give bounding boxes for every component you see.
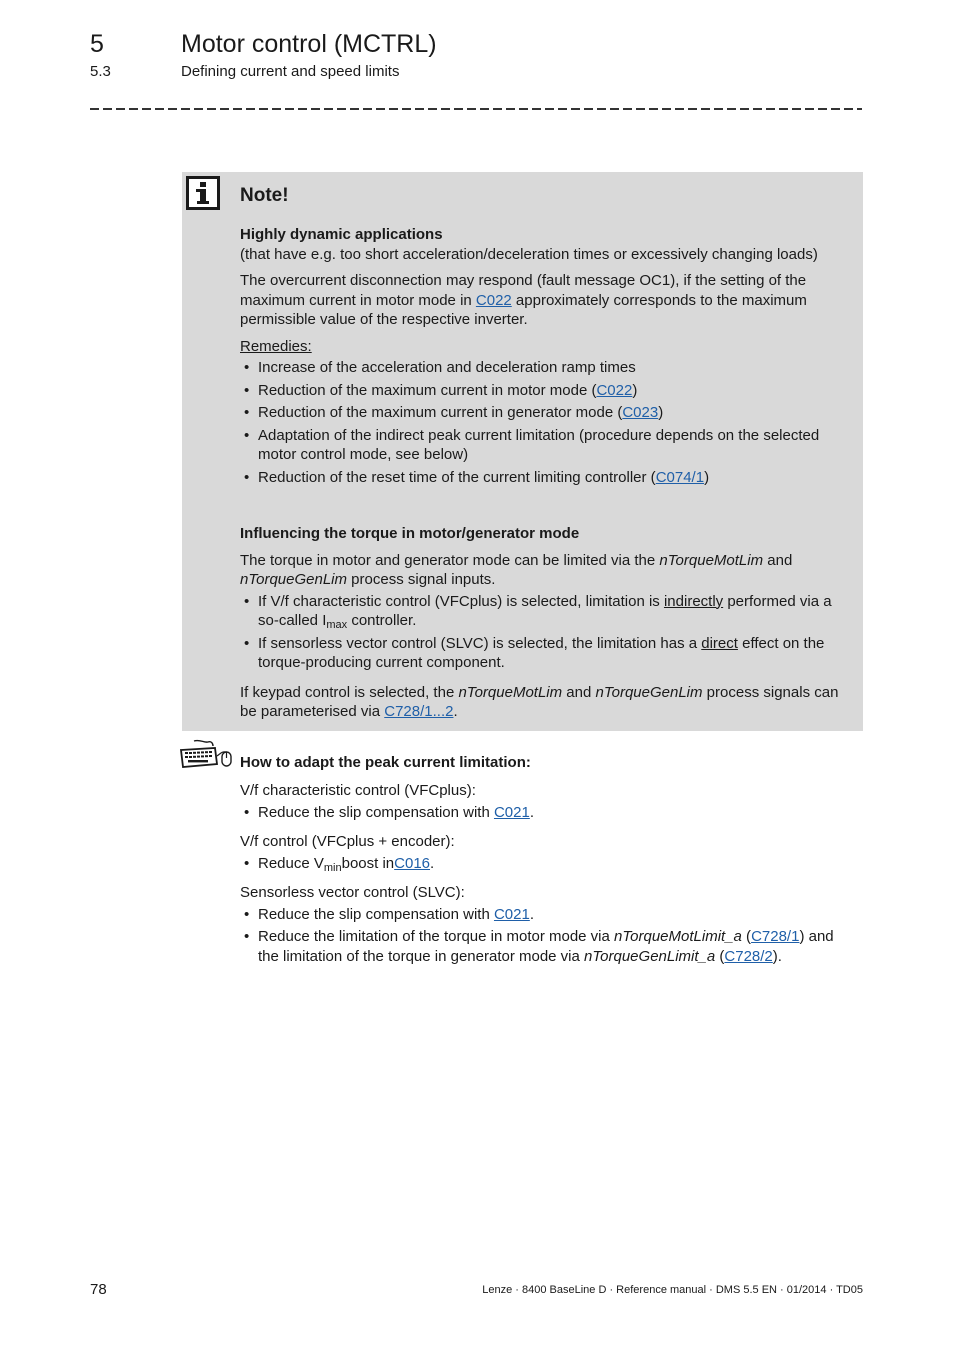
header-divider — [90, 108, 862, 110]
list-item: • Reduce the limitation of the torque in motor mode via nTorqueMotLimit_a (C728/1) and the limitation of the torque in generator mode via nTorqueGenLimit_a (C728/2). — [240, 927, 850, 966]
link-c728-1[interactable]: C728/1 — [751, 928, 800, 945]
note-heading-dynamic-sub: (that have e.g. too short acceleration/deceleration times or excessively changing loads) — [240, 245, 818, 263]
link-c022[interactable]: C022 — [475, 291, 512, 309]
note-paragraph-keypad: If keypad control is selected, the nTorqueMotLim and nTorqueGenLim process signals can be parameterised via C728/1...2. — [240, 683, 839, 720]
note-paragraph-overcurrent: The overcurrent disconnection may respond (fault message OC1), if the setting of the maximum current in motor mode in C022 approximately corresponds to the maximum permissible value of the respective inverter. — [240, 272, 807, 328]
section-title: Defining current and speed limits — [181, 63, 400, 80]
note-heading-torque: Influencing the torque in motor/generator mode — [240, 525, 580, 542]
list-item: • Increase of the acceleration and deceleration ramp times — [240, 358, 850, 378]
chapter-number: 5 — [90, 30, 104, 58]
info-icon — [186, 176, 220, 210]
howto-content — [240, 781, 850, 969]
section-number: 5.3 — [90, 63, 111, 80]
list-item: • If V/f characteristic control (VFCplus) is selected, limitation is indirectly performed via a so-called $I_{max}$ controller. — [240, 592, 850, 631]
link-c016[interactable]: C016 — [394, 854, 431, 872]
link-c074-1[interactable]: C074/1 — [655, 468, 705, 486]
vfc-list — [240, 803, 850, 823]
link-c022-remedy[interactable]: C022 — [596, 381, 633, 399]
list-item: • Reduction of the maximum current in generator mode (C023) — [240, 403, 850, 423]
list-item: • Adaptation of the indirect peak current limitation (procedure depends on the selected motor control mode, see below) — [240, 426, 850, 465]
link-c728-2[interactable]: C728/2 — [724, 947, 773, 965]
chapter-title: Motor control (MCTRL) — [181, 30, 437, 58]
remedies-label: Remedies: — [240, 337, 312, 355]
howto-title: How to adapt the peak current limitation: — [240, 754, 531, 771]
link-c728-1-2[interactable]: C728/1...2 — [384, 703, 454, 720]
link-c021-slvc[interactable]: C021 — [493, 905, 530, 923]
keyboard-mouse-icon — [180, 738, 234, 770]
note-title: Note! — [240, 185, 289, 206]
list-item: • Reduce $V_{min}boost$ inC016. — [240, 854, 850, 874]
vfc-encoder-label: V/f control (VFCplus + encoder): — [240, 833, 455, 850]
vfc-encoder-list — [240, 854, 850, 874]
note-heading-dynamic: Highly dynamic applications — [240, 226, 443, 243]
list-item: • Reduce the slip compensation with C021. — [240, 803, 850, 823]
slvc-list — [240, 905, 850, 967]
note-paragraph-torque: The torque in motor and generator mode can be limited via the nTorqueMotLim and nTorqueGenLim process signal inputs. — [240, 551, 793, 588]
vfc-label: V/f characteristic control (VFCplus): — [240, 782, 476, 799]
link-c023[interactable]: C023 — [622, 404, 659, 421]
list-item: • Reduction of the maximum current in motor mode (C022) — [240, 381, 850, 401]
list-item: • If sensorless vector control (SLVC) is selected, the limitation has a direct effect on the torque-producing current component. — [240, 634, 850, 673]
list-item: • Reduce the slip compensation with C021. — [240, 905, 850, 925]
note-content — [240, 225, 850, 722]
torque-list — [240, 592, 850, 673]
page-number: 78 — [90, 1281, 107, 1298]
slvc-label: Sensorless vector control (SLVC): — [240, 884, 465, 901]
link-c021[interactable]: C021 — [493, 803, 530, 821]
document-info: Lenze · 8400 BaseLine D · Reference manual · DMS 5.5 EN · 01/2014 · TD05 — [482, 1284, 863, 1296]
remedies-list — [240, 358, 850, 487]
list-item: • Reduction of the reset time of the current limiting controller (C074/1) — [240, 468, 850, 488]
